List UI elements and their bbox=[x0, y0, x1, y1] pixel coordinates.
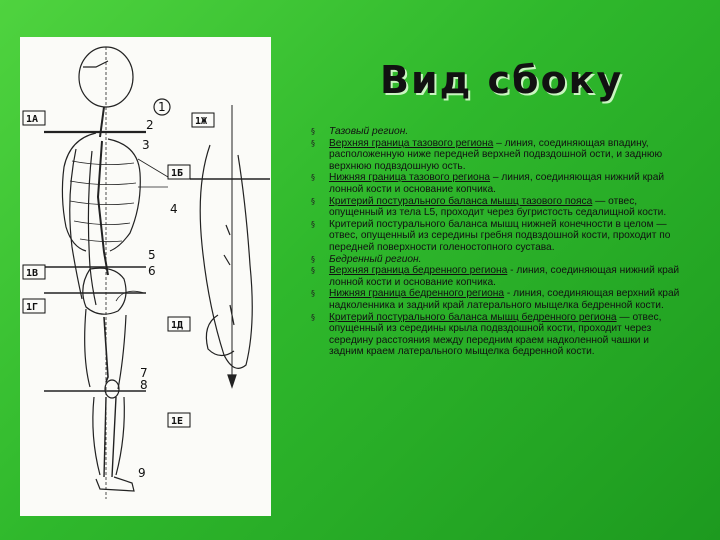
bullet-item bbox=[311, 265, 683, 288]
bullet-lead: Нижняя граница тазового региона bbox=[329, 172, 491, 184]
bullet-text: — отвес, опущенный из середины крыла подвздошной кости, проходит через середину расстояния между передним краем надколенной чашки и задним краем латерального мыщелка бедренной кости. bbox=[329, 311, 662, 358]
figure-label-1a: 1А bbox=[26, 114, 39, 125]
callout-2: 2 bbox=[146, 118, 154, 132]
figure-right-labels bbox=[168, 113, 214, 427]
bullet-text: - линия, соединяющая верхний край надколенника и задний край латерального мыщелка бедренной кости. bbox=[329, 288, 680, 311]
bullet-marker: § bbox=[311, 289, 315, 299]
callout-1: 1 bbox=[158, 100, 166, 114]
figure-label-1v: 1В bbox=[26, 268, 39, 279]
bullet-item bbox=[311, 219, 683, 254]
figure-label-1d: 1Д bbox=[171, 320, 184, 331]
pelvis bbox=[83, 268, 126, 314]
bullet-lead: Верхняя граница тазового региона bbox=[329, 137, 494, 149]
bullet-item bbox=[311, 126, 683, 138]
bullet-marker: § bbox=[311, 219, 315, 229]
figure-label-1zh: 1Ж bbox=[195, 116, 208, 127]
bullet-item bbox=[311, 172, 683, 195]
bullet-lead: Критерий постурального баланса мышц нижней конечности в целом — отвес, опущенный из середины гребня подвздошной кости, проходит по передней поверхности голеностопного сустава. bbox=[329, 218, 671, 253]
bullet-marker: § bbox=[311, 312, 315, 322]
bullet-marker: § bbox=[311, 127, 315, 136]
bullet-lead: Тазовый регион. bbox=[329, 126, 409, 137]
bullet-item bbox=[311, 196, 683, 219]
callout-7: 7 bbox=[140, 366, 148, 380]
callout-8: 8 bbox=[140, 378, 148, 392]
figure-left-labels bbox=[23, 111, 45, 313]
bullet-text: — отвес, опущенный из тела L5, проходит через бугристость седалищной кости. bbox=[329, 195, 667, 219]
bullet-text: - линия, соединяющая нижний край лонной кости и основание копчика. bbox=[329, 265, 680, 288]
bullet-marker: § bbox=[311, 196, 315, 206]
callout-leaders bbox=[138, 159, 168, 187]
arm-back bbox=[70, 149, 82, 299]
bullet-marker: § bbox=[311, 254, 315, 264]
knee bbox=[105, 380, 119, 398]
bullet-lead: Нижняя граница бедренного региона bbox=[329, 288, 505, 300]
bullet-text: – линия, соединяющая нижний край лонной кости и основание копчика. bbox=[329, 172, 665, 195]
ribcage-back bbox=[62, 133, 96, 251]
side-view-torso-figure bbox=[190, 105, 270, 387]
foot bbox=[96, 477, 134, 491]
bullet-marker: § bbox=[311, 138, 315, 148]
calf-outline bbox=[93, 397, 124, 475]
bullet-marker: § bbox=[311, 266, 315, 276]
callout-4: 4 bbox=[170, 202, 178, 216]
thoracic-lumbar-spine bbox=[98, 141, 108, 275]
callout-5: 5 bbox=[148, 248, 156, 262]
bullet-list bbox=[311, 126, 683, 358]
bullet-item bbox=[311, 312, 683, 358]
bullet-lead: Верхняя граница бедренного региона bbox=[329, 265, 508, 277]
callout-6: 6 bbox=[148, 264, 156, 278]
callout-3: 3 bbox=[142, 138, 150, 152]
bullet-lead: Критерий постурального баланса мышц тазового пояса bbox=[329, 195, 593, 207]
face-profile bbox=[83, 61, 108, 67]
bullet-lead: Бедренный регион. bbox=[329, 253, 422, 265]
figure-label-1g: 1Г bbox=[26, 302, 39, 313]
figure-label-1e: 1Е bbox=[171, 416, 184, 427]
bullet-text: – линия, соединяющая впадину, расположенную ниже передней верхней подвздошной ости, и заднюю верхнюю подвздошную ость. bbox=[329, 137, 663, 172]
bullet-item bbox=[311, 254, 683, 266]
bullet-marker: § bbox=[311, 173, 315, 183]
rib-lines bbox=[70, 161, 136, 242]
bullet-lead: Критерий постурального баланса мышц бедренного региона bbox=[329, 311, 617, 323]
figure-label-1b: 1Б bbox=[171, 168, 184, 179]
slide-title: Вид сбоку bbox=[380, 58, 624, 102]
ribcage-front bbox=[108, 139, 140, 251]
anatomy-figure-panel bbox=[20, 37, 271, 516]
callout-9: 9 bbox=[138, 466, 146, 480]
bullet-item bbox=[311, 288, 683, 311]
bullet-item bbox=[311, 138, 683, 173]
arm-front bbox=[88, 151, 96, 305]
side-view-skeleton-figure bbox=[20, 37, 271, 516]
